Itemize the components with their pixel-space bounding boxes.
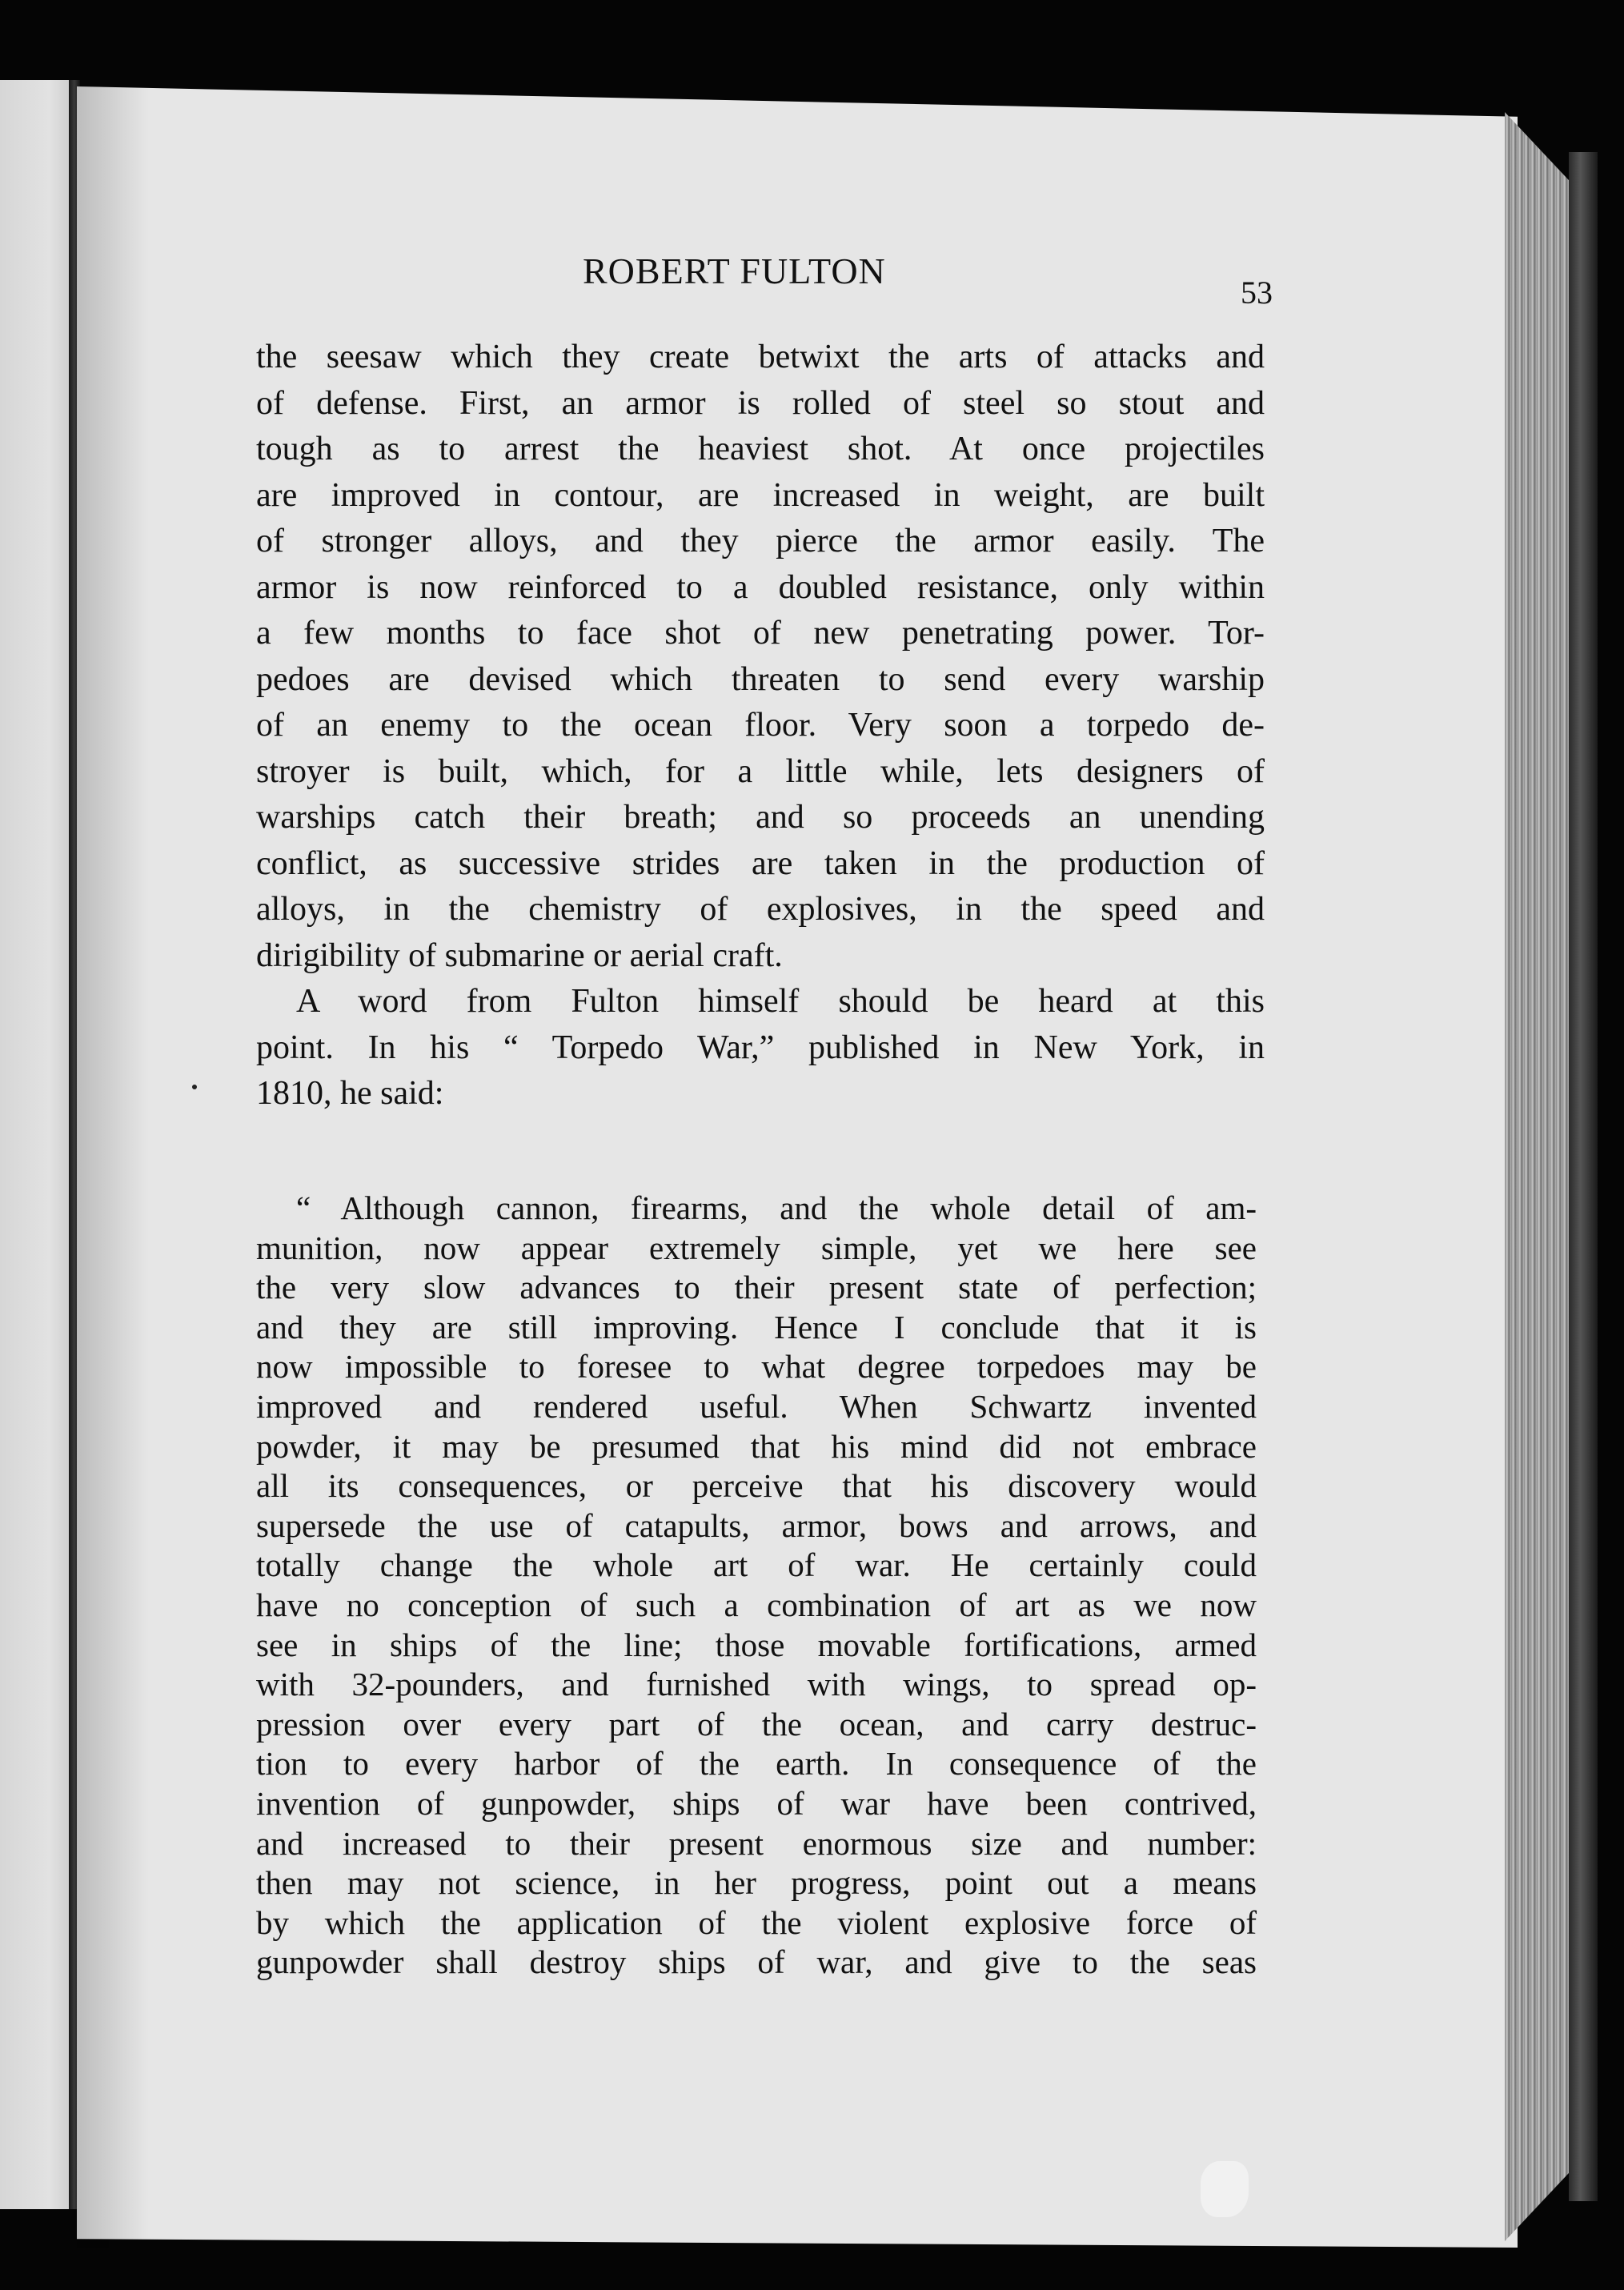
quote-line: “ Although cannon, firearms, and the whole detail of am- [296, 1189, 1257, 1226]
quote-line: munition, now appear extremely simple, yet we here see [256, 1229, 1257, 1266]
text-line: armor is now reinforced to a doubled resistance, only within [256, 568, 1265, 606]
quote-line: all its consequences, or perceive that his discovery would [256, 1467, 1257, 1505]
paragraph [256, 335, 1265, 979]
text-line: a few months to face shot of new penetrating power. Tor- [256, 615, 1265, 652]
text-line: tough as to arrest the heaviest shot. At once projectiles [256, 431, 1265, 467]
quote-line: powder, it may be presumed that his mind did not embrace [256, 1427, 1257, 1465]
quote-line: invention of gunpowder, ships of war have been contrived, [256, 1784, 1257, 1822]
quote-line: by which the application of the violent explosive force of [256, 1903, 1257, 1941]
quote-line: then may not science, in her progress, point out a means [256, 1864, 1257, 1902]
text-line: are improved in contour, are increased in weight, are built [256, 476, 1265, 514]
quote-line: supersede the use of catapults, armor, bows and arrows, and [256, 1506, 1257, 1544]
body-text [256, 335, 1265, 1117]
text-line: dirigibility of submarine or aerial craft. [256, 936, 783, 974]
quote-line: the very slow advances to their present state of perfection; [256, 1269, 1257, 1306]
quote-line: now impossible to foresee to what degree torpedoes may be [256, 1348, 1257, 1386]
quote-line: totally change the whole art of war. He certainly could [256, 1546, 1257, 1584]
quote-line: gunpowder shall destroy ships of war, and give to the seas [256, 1943, 1257, 1981]
quote-line: see in ships of the line; those movable fortifications, armed [256, 1626, 1257, 1663]
quote-line: improved and rendered useful. When Schwartz invented [256, 1387, 1257, 1425]
quote-line: pression over every part of the ocean, and carry destruc- [256, 1705, 1257, 1743]
quote-line: with 32-pounders, and furnished with wings, to spread op- [256, 1666, 1257, 1703]
text-line: 1810, he said: [256, 1075, 444, 1112]
text-line: point. In his “ Torpedo War,” published in New York, in [256, 1029, 1265, 1066]
running-title: ROBERT FULTON [583, 251, 886, 291]
quote-line: and they are still improving. Hence I conclude that it is [256, 1308, 1257, 1346]
quote-line: and increased to their present enormous size and number: [256, 1824, 1257, 1862]
text-line: stroyer is built, which, for a little while, lets designers of [256, 752, 1265, 790]
text-line: A word from Fulton himself should be heard at this [296, 983, 1265, 1020]
text-line: conflict, as successive strides are taken in the production of [256, 844, 1265, 882]
text-line: of an enemy to the ocean floor. Very soon a torpedo de- [256, 707, 1265, 744]
book-cover-edge [1569, 152, 1598, 2201]
text-line: pedoes are devised which threaten to send every warship [256, 660, 1265, 698]
running-head [256, 250, 1273, 311]
quote-line: have no conception of such a combination of art as we now [256, 1586, 1257, 1623]
text-line: of stronger alloys, and they pierce the armor easily. The [256, 523, 1265, 559]
text-line: alloys, in the chemistry of explosives, in the speed and [256, 891, 1265, 928]
page-number: 53 [1241, 275, 1273, 311]
text-line: warships catch their breath; and so proceeds an unending [256, 799, 1265, 836]
block-quote [256, 1189, 1257, 1983]
paragraph [256, 979, 1265, 1117]
page-shadow [77, 86, 149, 2248]
dust-speck [192, 1085, 197, 1089]
text-line: of defense. First, an armor is rolled of steel so stout and [256, 384, 1265, 422]
facing-page-edge [0, 80, 70, 2209]
paper-tear [1201, 2161, 1249, 2217]
text-line: the seesaw which they create betwixt the arts of attacks and [256, 339, 1265, 375]
quote-line: tion to every harbor of the earth. In consequence of the [256, 1745, 1257, 1783]
